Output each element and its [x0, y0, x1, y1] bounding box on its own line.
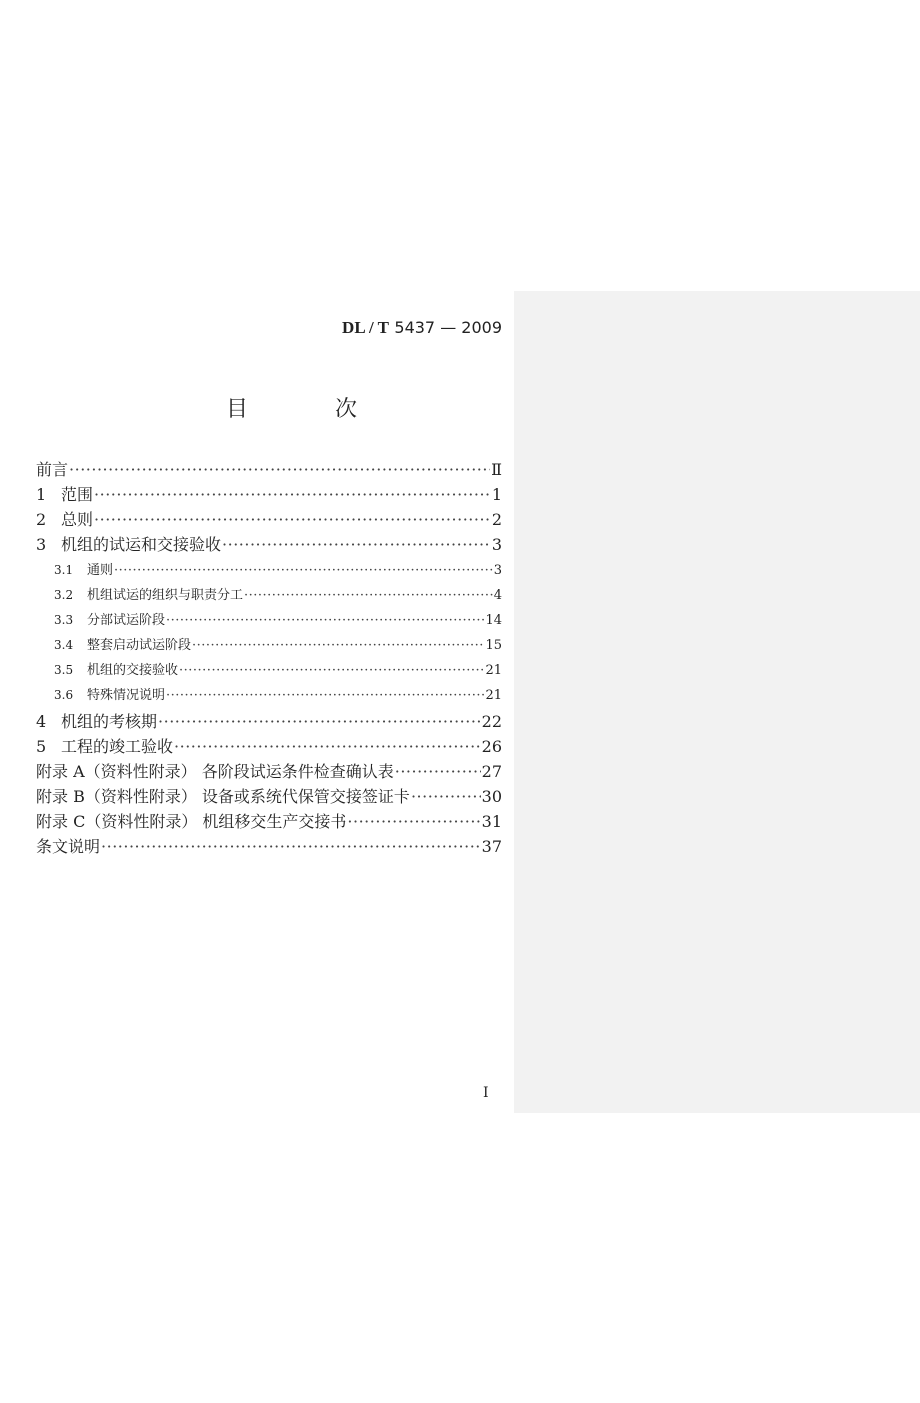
toc-entry-appendix-b[interactable] — [36, 784, 502, 806]
toc-entry-label: 通则 — [87, 563, 114, 578]
toc-entry-page: 21 — [485, 663, 502, 678]
toc-leader-dots — [192, 638, 484, 653]
toc-entry-label: 整套启动试运阶段 — [87, 638, 192, 653]
toc-entry-number: 3.5 — [54, 663, 74, 677]
toc-entry-label: 工程的竣工验收 — [61, 737, 174, 756]
toc-entry-label: 机组试运的组织与职责分工 — [87, 588, 244, 603]
toc-entry-5[interactable] — [36, 734, 502, 756]
toc-entry-number: 5 — [36, 737, 47, 756]
toc-entry-label: 条文说明 — [36, 837, 101, 856]
toc-leader-dots — [69, 460, 490, 479]
toc-leader-dots — [395, 762, 481, 781]
document-code-number: 5437 — 2009 — [394, 318, 502, 337]
toc-entry-3-6[interactable] — [54, 684, 502, 706]
toc-entry-number: 3.1 — [54, 563, 74, 577]
toc-leader-dots — [347, 812, 480, 831]
toc-entry-label: 附录 B（资料性附录） 设备或系统代保管交接签证卡 — [36, 787, 410, 806]
toc-leader-dots — [244, 588, 493, 603]
page-number: I — [483, 1085, 489, 1101]
toc-leader-dots — [166, 613, 484, 628]
side-panel — [514, 291, 920, 1113]
toc-entry-foreword[interactable] — [36, 457, 502, 479]
toc-leader-dots — [114, 563, 493, 578]
toc-leader-dots — [166, 688, 484, 703]
toc-entry-label: 特殊情况说明 — [87, 688, 166, 703]
toc-entry-label: 机组的交接验收 — [87, 663, 179, 678]
toc-leader-dots — [101, 837, 481, 856]
toc-entry-label: 分部试运阶段 — [87, 613, 166, 628]
toc-entry-label: 前言 — [36, 460, 69, 479]
toc-entry-page: 1 — [491, 485, 502, 504]
toc-entry-appendix-a[interactable] — [36, 759, 502, 781]
toc-entry-number: 2 — [36, 510, 47, 529]
toc-entry-page: 27 — [481, 762, 502, 781]
toc-entry-page: 3 — [491, 535, 502, 554]
toc-entry-2[interactable] — [36, 507, 502, 529]
toc-entry-page: 30 — [481, 787, 502, 806]
toc-entry-page: 26 — [481, 737, 502, 756]
toc-entry-number: 3.6 — [54, 688, 74, 702]
toc-leader-dots — [94, 510, 491, 529]
toc-entry-label: 机组的试运和交接验收 — [61, 535, 222, 554]
toc-entry-page: 21 — [485, 688, 502, 703]
toc-entry-label: 附录 C（资料性附录） 机组移交生产交接书 — [36, 812, 347, 831]
toc-entry-page: 37 — [481, 837, 502, 856]
toc-leader-dots — [411, 787, 481, 806]
toc-leader-dots — [222, 535, 491, 554]
toc-entry-page: 31 — [481, 812, 502, 831]
toc-entry-page: 15 — [485, 638, 502, 653]
toc-entry-3-4[interactable] — [54, 634, 502, 656]
toc-entry-page: 22 — [481, 712, 502, 731]
toc-entry-3-2[interactable] — [54, 584, 502, 606]
toc-entry-page: 3 — [493, 563, 502, 578]
toc-entry-3[interactable] — [36, 532, 502, 554]
toc-entry-4[interactable] — [36, 709, 502, 731]
toc-entry-number: 3.4 — [54, 638, 74, 652]
toc-leader-dots — [94, 485, 491, 504]
toc-entry-1[interactable] — [36, 482, 502, 504]
toc-leader-dots — [174, 737, 481, 756]
toc-entry-label: 附录 A（资料性附录） 各阶段试运条件检查确认表 — [36, 762, 394, 781]
toc-entry-page: 14 — [485, 613, 502, 628]
toc-entry-number: 3.3 — [54, 613, 74, 627]
toc-entry-3-5[interactable] — [54, 659, 502, 681]
toc-entry-number: 3 — [36, 535, 47, 554]
toc-entry-page: 4 — [493, 588, 502, 603]
toc-entry-label: 范围 — [61, 485, 94, 504]
toc-entry-3-3[interactable] — [54, 609, 502, 631]
toc-entry-number: 3.2 — [54, 588, 74, 602]
toc-entry-number: 1 — [36, 485, 47, 504]
toc-entry-label: 总则 — [61, 510, 94, 529]
toc-entry-appendix-c[interactable] — [36, 809, 502, 831]
toc-entry-page: Ⅱ — [491, 460, 502, 479]
toc-leader-dots — [179, 663, 484, 678]
document-code — [300, 318, 502, 338]
toc-entry-number: 4 — [36, 712, 47, 731]
toc-leader-dots — [158, 712, 481, 731]
toc-entry-page: 2 — [491, 510, 502, 529]
toc-entry-label: 机组的考核期 — [61, 712, 158, 731]
page-title: 目 次 — [226, 397, 397, 422]
toc-entry-3-1[interactable] — [54, 559, 502, 581]
document-code-prefix: DL / T — [342, 318, 389, 337]
toc-entry-explanation[interactable] — [36, 834, 502, 856]
